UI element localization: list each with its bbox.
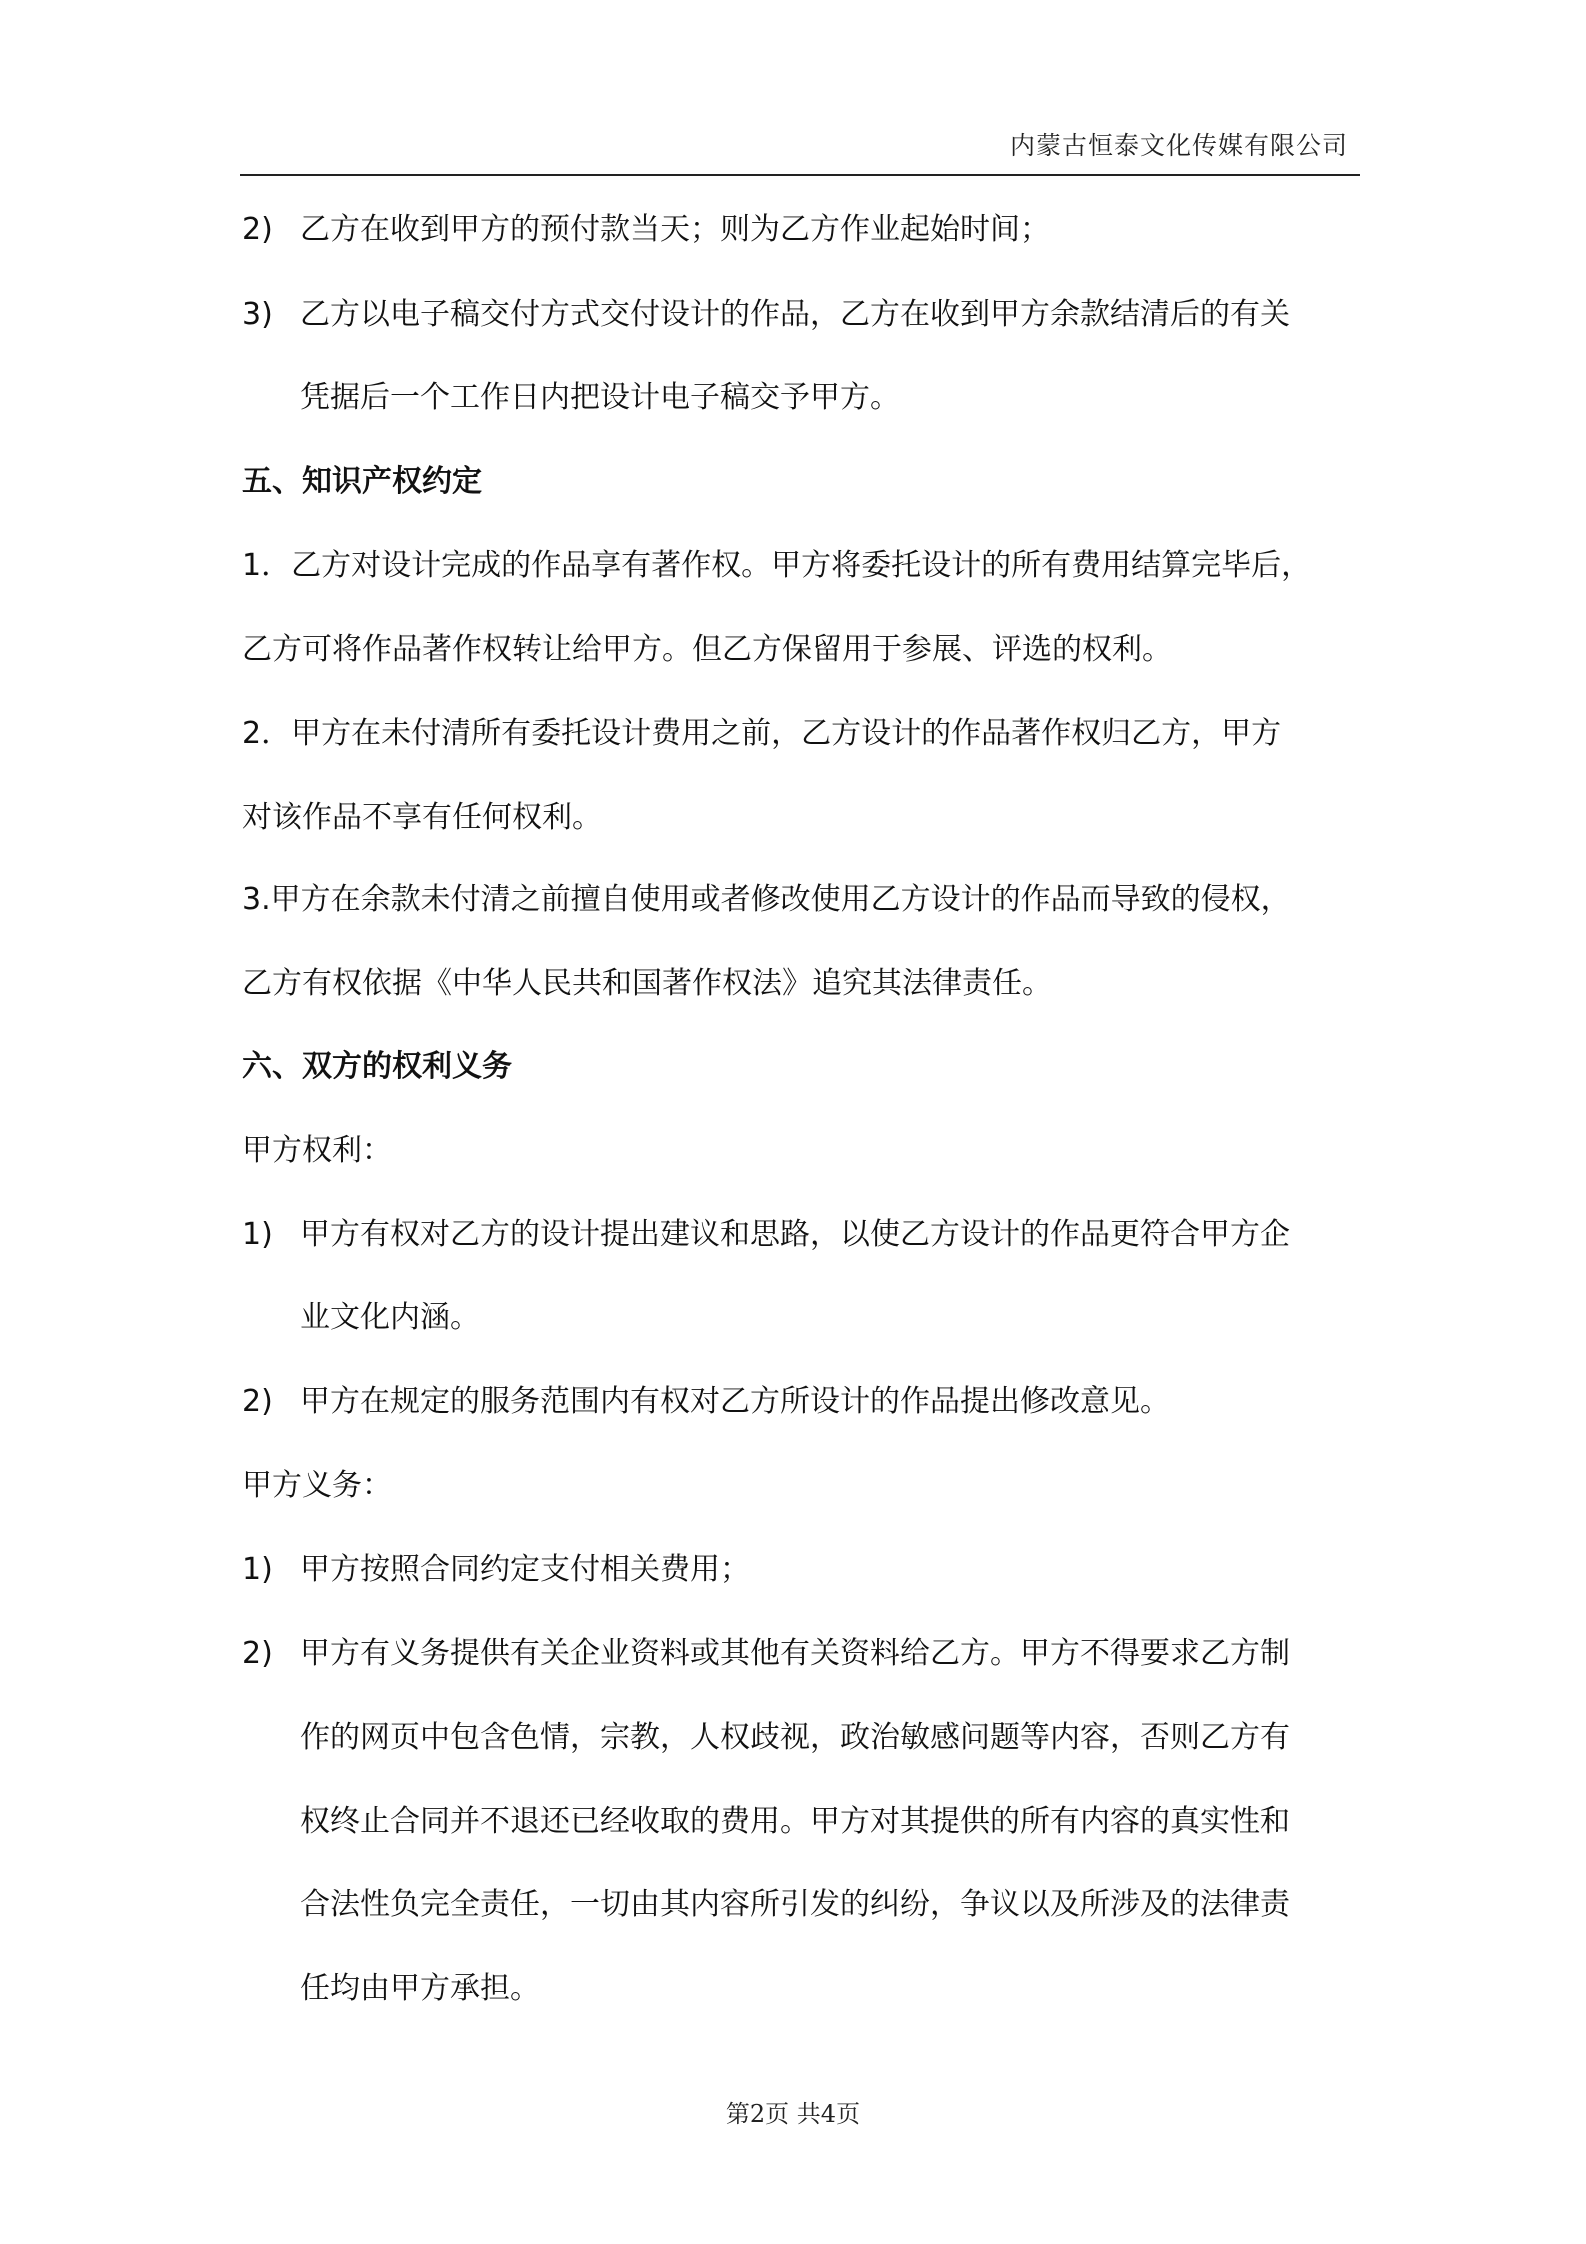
- list-number: 2): [242, 212, 273, 247]
- list-item-text: 甲方按照合同约定支付相关费用；: [300, 1552, 750, 1587]
- list-item-text: 权终止合同并不退还已经收取的费用。甲方对其提供的所有内容的真实性和: [300, 1804, 1290, 1839]
- page-footer: [0, 2094, 1586, 2129]
- list-item-text: 乙方以电子稿交付方式交付设计的作品，乙方在收到甲方余款结清后的有关: [300, 297, 1290, 332]
- list-item-text: 甲方在规定的服务范围内有权对乙方所设计的作品提出修改意见。: [300, 1384, 1170, 1419]
- list-number: 3): [242, 297, 273, 332]
- subsection-label: 甲方义务：: [242, 1468, 392, 1503]
- paragraph-line: 乙方有权依据《中华人民共和国著作权法》追究其法律责任。: [242, 966, 1052, 1001]
- company-name: 内蒙古恒泰文化传媒有限公司: [1009, 131, 1348, 160]
- list-item-text: 作的网页中包含色情，宗教，人权歧视，政治敏感问题等内容，否则乙方有: [300, 1720, 1290, 1755]
- list-item-text: 乙方在收到甲方的预付款当天；则为乙方作业起始时间；: [300, 212, 1050, 247]
- paragraph-line: 2．甲方在未付清所有委托设计费用之前，乙方设计的作品著作权归乙方，甲方: [242, 716, 1282, 751]
- list-number: 2): [242, 1384, 273, 1419]
- list-item-text: 甲方有权对乙方的设计提出建议和思路，以使乙方设计的作品更符合甲方企: [300, 1217, 1290, 1252]
- page-number: 第2页 共4页: [725, 2100, 861, 2128]
- list-item-text: 合法性负完全责任，一切由其内容所引发的纠纷，争议以及所涉及的法律责: [300, 1887, 1290, 1922]
- list-number: 1): [242, 1552, 273, 1587]
- list-number: 2): [242, 1636, 273, 1671]
- section-heading: 五、知识产权约定: [242, 464, 482, 499]
- paragraph-line: 3.甲方在余款未付清之前擅自使用或者修改使用乙方设计的作品而导致的侵权，: [242, 882, 1291, 917]
- paragraph-line: 乙方可将作品著作权转让给甲方。但乙方保留用于参展、评选的权利。: [242, 632, 1172, 667]
- list-item-text: 凭据后一个工作日内把设计电子稿交予甲方。: [300, 380, 900, 415]
- list-item-text: 业文化内涵。: [300, 1300, 480, 1335]
- list-number: 1): [242, 1217, 273, 1252]
- paragraph-line: 1．乙方对设计完成的作品享有著作权。甲方将委托设计的所有费用结算完毕后，: [242, 548, 1312, 583]
- paragraph-line: 对该作品不享有任何权利。: [242, 800, 602, 835]
- subsection-label: 甲方权利：: [242, 1133, 392, 1168]
- section-heading: 六、双方的权利义务: [242, 1049, 512, 1084]
- list-item-text: 甲方有义务提供有关企业资料或其他有关资料给乙方。甲方不得要求乙方制: [300, 1636, 1290, 1671]
- list-item-text: 任均由甲方承担。: [300, 1971, 540, 2006]
